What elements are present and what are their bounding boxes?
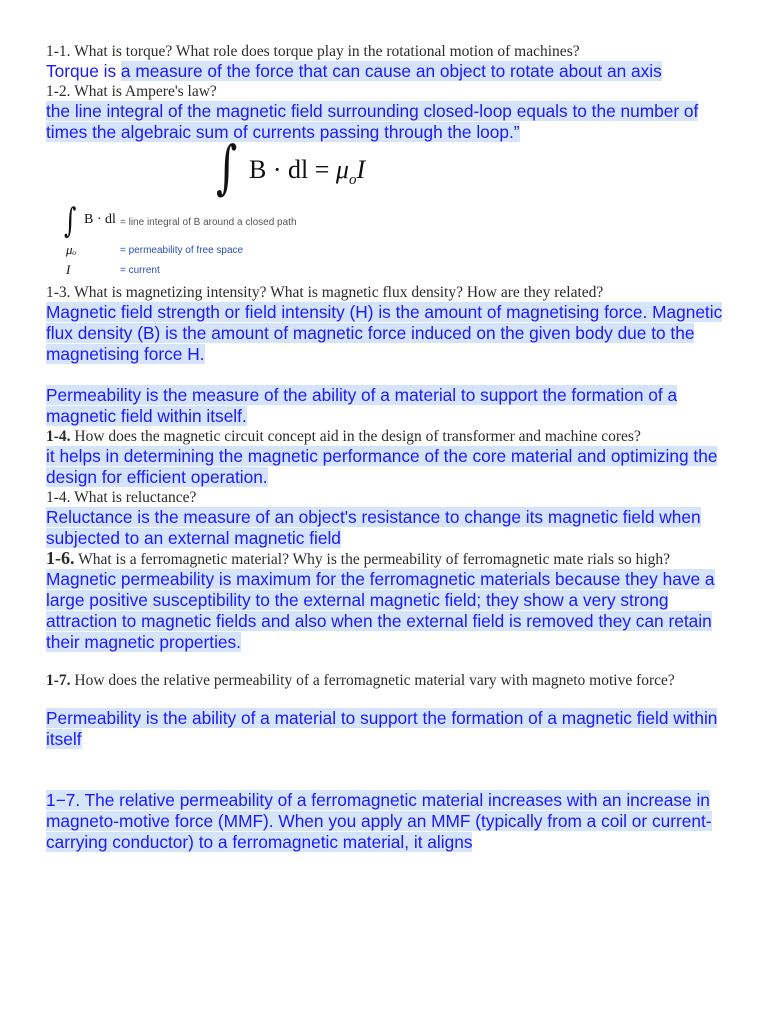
answer-1-1-lead: Torque is xyxy=(46,61,121,81)
formula-legend xyxy=(46,201,726,283)
question-1-2: 1-2. What is Ampere's law? xyxy=(46,83,217,100)
question-1-6-number: 1-6. xyxy=(46,548,75,568)
answer-1-2 xyxy=(46,101,726,143)
question-reluctance: 1-4. What is reluctance? xyxy=(46,489,197,506)
document-page xyxy=(46,42,726,853)
answer-1-2-text: the line integral of the magnetic field surrounding closed-loop equals to the number of times the algebraic sum of currents passing through the loop.” xyxy=(46,101,699,142)
question-1-7-number: 1-7. xyxy=(46,672,71,689)
legend-row2-desc: = permeability of free space xyxy=(120,245,244,256)
answer-1-4 xyxy=(46,446,726,488)
answer-1-3-p2-text: Permeability is the measure of the ability of a material to support the formation of a magnetic field within itself. xyxy=(46,385,678,426)
question-1-7-text: How does the relative permeability of a ferromagnetic material vary with magneto motive force? xyxy=(70,672,675,689)
ampere-law-formula xyxy=(46,133,726,209)
legend-row1-desc: = line integral of B around a closed path xyxy=(120,217,297,228)
legend-row3-symbol: I xyxy=(66,262,71,277)
legend-row2-symbol: μₒ xyxy=(66,242,77,257)
question-1-3: 1-3. What is magnetizing intensity? What is magnetic flux density? How are they related? xyxy=(46,284,604,301)
answer-1-7-p2-text: 1−7. The relative permeability of a ferromagnetic material increases with an increase in magneto-motive force (MMF). When you apply an MMF (typically from a coil or current-carrying conductor) to a ferromagnetic material, it aligns xyxy=(46,790,712,852)
question-1-4-number: 1-4. xyxy=(46,428,71,445)
question-1-4 xyxy=(46,427,726,446)
question-1-1: 1-1. What is torque? What role does torque play in the rotational motion of machines? xyxy=(46,43,580,60)
answer-1-3-p1 xyxy=(46,302,726,365)
answer-1-1-highlight: a measure of the force that can cause an object to rotate about an axis xyxy=(120,61,662,81)
question-1-6 xyxy=(46,549,726,569)
question-1-7 xyxy=(46,671,726,690)
legend-row1-symbol: B · dl xyxy=(84,212,116,227)
answer-1-3-p1-text: Magnetic field strength or field intensity (H) is the amount of magnetising force. Magnetic flux density (B) is the amount of magnetic force induced on the given body due to the magnetising force H. xyxy=(46,302,723,364)
answer-reluctance xyxy=(46,507,726,549)
formula-mu: μ xyxy=(335,155,349,184)
formula-expression xyxy=(249,155,365,189)
answer-reluctance-text: Reluctance is the measure of an object's resistance to change its magnetic field when subjected to an external magnetic field xyxy=(46,507,701,548)
answer-1-4-text: it helps in determining the magnetic performance of the core material and optimizing the design for efficient operation. xyxy=(46,446,718,487)
formula-lhs: B · dl = xyxy=(249,155,336,184)
legend-row3-desc: = current xyxy=(120,265,160,276)
formula-mu-sub: o xyxy=(348,172,357,189)
answer-1-6-text: Magnetic permeability is maximum for the ferromagnetic materials because they have a large positive susceptibility to the external magnetic field; they show a very strong attraction to magnetic fields and also when the external field is removed they can retain their magnetic properties. xyxy=(46,569,715,652)
answer-1-7-p1-text: Permeability is the ability of a material to support the formation of a magnetic field within itself xyxy=(46,708,718,749)
question-1-4-text: How does the magnetic circuit concept aid in the design of transformer and machine cores? xyxy=(70,428,641,445)
answer-1-3-p2 xyxy=(46,385,726,427)
answer-1-7-p2 xyxy=(46,790,726,853)
formula-rhs: I xyxy=(356,155,366,184)
answer-1-7-p1 xyxy=(46,708,726,750)
question-1-6-text: What is a ferromagnetic material? Why is the permeability of ferromagnetic mate rials so high? xyxy=(74,551,671,568)
answer-1-6 xyxy=(46,569,726,653)
integral-symbol: ∫ xyxy=(216,133,238,201)
answer-1-1 xyxy=(46,61,726,82)
legend-integral-symbol: ∫ xyxy=(64,201,77,241)
